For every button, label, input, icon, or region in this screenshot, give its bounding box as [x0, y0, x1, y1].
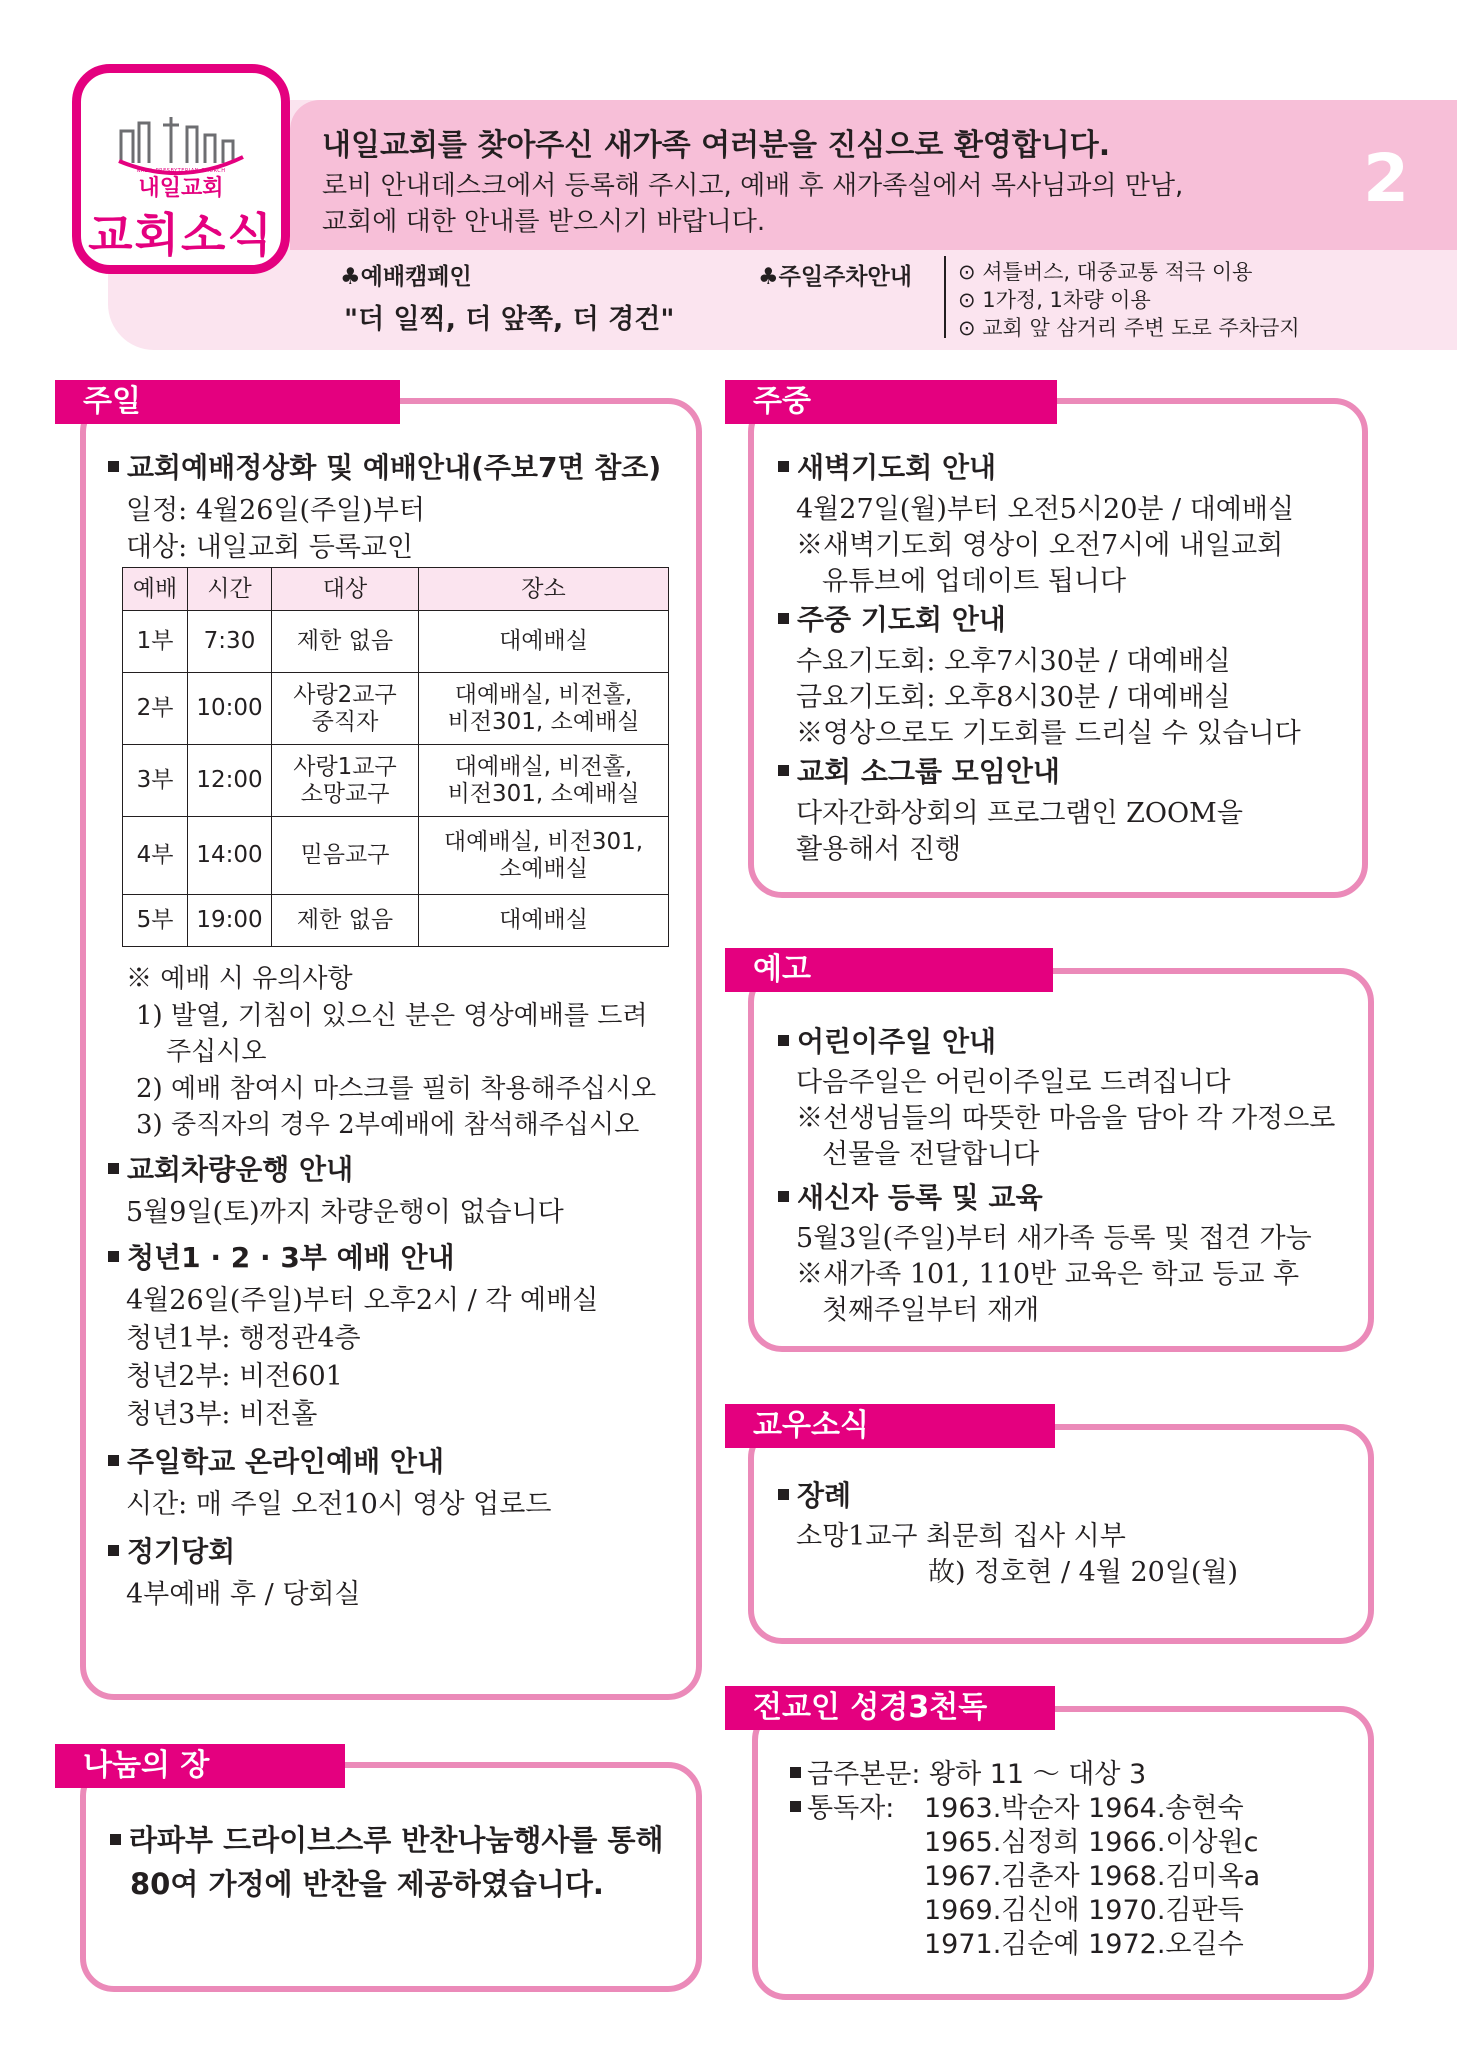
bullet-square-icon	[778, 461, 789, 472]
session-line: 4부예배 후 / 당회실	[126, 1579, 361, 1610]
table-cell: 사랑1교구 소망교구	[272, 745, 419, 817]
note-line: ※ 예배 시 유의사항	[126, 964, 353, 994]
table-header: 장소	[419, 568, 669, 611]
bullet-square-icon	[108, 1455, 119, 1466]
session-heading: 정기당회	[108, 1530, 235, 1570]
midweek-line: 금요기도회: 오후8시30분 / 대예배실	[796, 682, 1231, 713]
logo-text: 내일교회	[138, 176, 224, 201]
reader-line: 1971.김순예 1972.오길수	[924, 1929, 1244, 1960]
funeral-line: 소망1교구 최문희 집사 시부	[796, 1521, 1126, 1552]
logo-english-text: NAEIL PRESBYTERIAN CHURCH	[136, 168, 226, 174]
note-line: 1) 발열, 기침이 있으신 분은 영상예배를 드려	[136, 1001, 648, 1031]
newcomer-heading: 새신자 등록 및 교육	[778, 1176, 1043, 1216]
tab-notice: 예고	[725, 948, 1053, 992]
sunday-school-heading: 주일학교 온라인예배 안내	[108, 1440, 444, 1480]
bullet-square-icon	[778, 1035, 789, 1046]
table-cell: 대예배실	[419, 611, 669, 673]
sharing-line: 80여 가정에 반찬을 제공하였습니다.	[130, 1867, 604, 1901]
funeral-line: 故) 정호현 / 4월 20일(월)	[928, 1557, 1239, 1588]
welcome-line: 교회에 대한 안내를 받으시기 바랍니다.	[322, 207, 766, 237]
table-cell: 제한 없음	[272, 611, 419, 673]
page-number: 2	[1363, 140, 1409, 217]
welcome-line: 로비 안내데스크에서 등록해 주시고, 예배 후 새가족실에서 목사님과의 만남,	[322, 171, 1184, 201]
table-cell: 사랑2교구 중직자	[272, 673, 419, 745]
table-header: 시간	[188, 568, 272, 611]
table-header: 대상	[272, 568, 419, 611]
worship-heading: 교회예배정상화 및 예배안내(주보7면 참조)	[108, 446, 661, 486]
youth-line: 청년1부: 행정관4층	[126, 1323, 361, 1354]
bible-passage: 금주본문: 왕하 11 ～ 대상 3	[790, 1752, 1146, 1791]
table-cell: 1부	[123, 611, 188, 673]
bullet-square-icon	[778, 1191, 789, 1202]
table-row	[123, 817, 669, 895]
table-row	[123, 745, 669, 817]
worship-table	[122, 567, 669, 947]
note-line: 3) 중직자의 경우 2부예배에 참석해주십시오	[136, 1110, 640, 1140]
midweek-line: ※영상으로도 기도회를 드리실 수 있습니다	[796, 718, 1301, 749]
reader-line: 1967.김춘자 1968.김미옥a	[924, 1861, 1261, 1892]
parking-item: ⊙ 셔틀버스, 대중교통 적극 이용	[958, 260, 1253, 284]
youth-heading: 청년1 · 2 · 3부 예배 안내	[108, 1236, 455, 1276]
sharing-line: 라파부 드라이브스루 반찬나눔행사를 통해	[110, 1818, 664, 1859]
table-cell: 제한 없음	[272, 895, 419, 947]
worship-target: 대상: 내일교회 등록교인	[126, 532, 414, 563]
midweek-heading: 주중 기도회 안내	[778, 598, 1006, 638]
dawn-heading: 새벽기도회 안내	[778, 446, 996, 486]
newcomer-line: 5월3일(주일)부터 새가족 등록 및 접견 가능	[796, 1223, 1312, 1254]
worship-schedule: 일정: 4월26일(주일)부터	[126, 495, 425, 526]
bullet-square-icon	[778, 765, 789, 776]
newcomer-line: ※새가족 101, 110반 교육은 학교 등교 후	[796, 1259, 1300, 1290]
church-logo	[72, 64, 290, 274]
bullet-square-icon	[108, 461, 119, 472]
tab-sunday: 주일	[55, 380, 400, 424]
welcome-title: 내일교회를 찾아주신 새가족 여러분을 진심으로 환영합니다.	[322, 128, 1111, 163]
vehicle-heading: 교회차량운행 안내	[108, 1148, 353, 1188]
youth-line: 청년3부: 비전홀	[126, 1399, 318, 1430]
tab-sharing: 나눔의 장	[55, 1744, 345, 1788]
bullet-square-icon	[110, 1834, 121, 1845]
bullet-square-icon	[108, 1163, 119, 1174]
table-cell: 19:00	[188, 895, 272, 947]
parking-item: ⊙ 교회 앞 삼거리 주변 도로 주차금지	[958, 316, 1300, 340]
note-line: 2) 예배 참여시 마스크를 필히 착용해주십시오	[136, 1074, 657, 1104]
table-row	[123, 611, 669, 673]
bible-readers-label: 통독자:	[790, 1786, 894, 1825]
bullet-square-icon	[778, 1489, 789, 1500]
reader-line: 1969.김신애 1970.김판득	[924, 1895, 1244, 1926]
table-cell: 믿음교구	[272, 817, 419, 895]
children-line: ※선생님들의 따뜻한 마음을 담아 각 가정으로	[796, 1103, 1336, 1134]
table-cell: 7:30	[188, 611, 272, 673]
youth-line: 청년2부: 비전601	[126, 1361, 343, 1392]
table-cell: 12:00	[188, 745, 272, 817]
small-group-line: 활용해서 진행	[796, 834, 962, 865]
campaign-text: "더 일찍, 더 앞쪽, 더 경건"	[344, 304, 675, 335]
bullet-square-icon	[790, 1767, 801, 1778]
reader-line: 1965.심정희 1966.이상원c	[924, 1827, 1259, 1858]
bullet-square-icon	[778, 613, 789, 624]
midweek-line: 수요기도회: 오후7시30분 / 대예배실	[796, 646, 1231, 677]
tab-members: 교우소식	[725, 1404, 1055, 1448]
children-heading: 어린이주일 안내	[778, 1020, 996, 1060]
table-cell: 10:00	[188, 673, 272, 745]
table-cell: 3부	[123, 745, 188, 817]
bullet-square-icon	[108, 1545, 119, 1556]
table-cell: 5부	[123, 895, 188, 947]
table-cell: 대예배실	[419, 895, 669, 947]
newcomer-line: 첫째주일부터 재개	[822, 1295, 1040, 1326]
table-cell: 14:00	[188, 817, 272, 895]
table-cell: 2부	[123, 673, 188, 745]
bullet-square-icon	[790, 1801, 801, 1812]
table-cell: 대예배실, 비전홀, 비전301, 소예배실	[419, 745, 669, 817]
table-header: 예배	[123, 568, 188, 611]
table-cell: 대예배실, 비전301, 소예배실	[419, 817, 669, 895]
tab-bible-reading: 전교인 성경3천독	[725, 1686, 1055, 1730]
table-header-row	[123, 568, 669, 611]
dawn-line: ※새벽기도회 영상이 오전7시에 내일교회	[796, 530, 1284, 561]
tab-weekday: 주중	[725, 380, 1057, 424]
dawn-line: 유튜브에 업데이트 됩니다	[822, 566, 1127, 597]
divider	[944, 256, 946, 338]
campaign-label: ♣예배캠페인	[340, 264, 472, 290]
youth-line: 4월26일(주일)부터 오후2시 / 각 예배실	[126, 1285, 599, 1316]
section-title: 교회소식	[88, 208, 274, 262]
note-line: 주십시오	[166, 1037, 267, 1067]
small-group-line: 다자간화상회의 프로그램인 ZOOM을	[796, 798, 1243, 829]
vehicle-line: 5월9일(토)까지 차량운행이 없습니다	[126, 1197, 564, 1228]
children-line: 다음주일은 어린이주일로 드려집니다	[796, 1067, 1231, 1098]
parking-label: ♣주일주차안내	[758, 264, 912, 290]
table-row	[123, 895, 669, 947]
bullet-square-icon	[108, 1251, 119, 1262]
funeral-heading: 장례	[778, 1474, 851, 1514]
reader-line: 1963.박순자 1964.송현숙	[924, 1793, 1244, 1824]
small-group-heading: 교회 소그룹 모임안내	[778, 750, 1060, 790]
parking-item: ⊙ 1가정, 1차량 이용	[958, 288, 1151, 312]
table-row	[123, 673, 669, 745]
table-cell: 4부	[123, 817, 188, 895]
dawn-line: 4월27일(월)부터 오전5시20분 / 대예배실	[796, 494, 1295, 525]
sunday-school-line: 시간: 매 주일 오전10시 영상 업로드	[126, 1489, 552, 1520]
children-line: 선물을 전달합니다	[822, 1139, 1040, 1170]
table-cell: 대예배실, 비전홀, 비전301, 소예배실	[419, 673, 669, 745]
